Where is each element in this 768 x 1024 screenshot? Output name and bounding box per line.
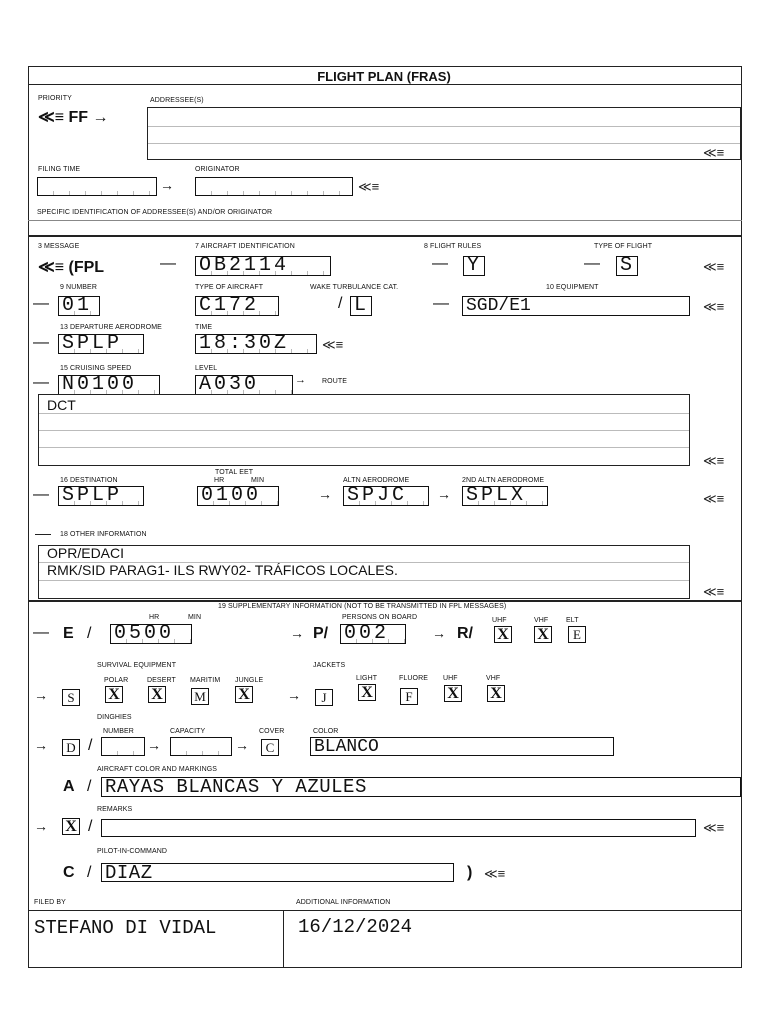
light-label: LIGHT (356, 675, 378, 682)
level-field[interactable]: A030 (195, 375, 293, 395)
arrow-icon: → (160, 177, 174, 193)
total-eet-field[interactable]: 0100 (197, 486, 279, 506)
type-of-aircraft-field[interactable]: C172 (195, 296, 279, 316)
cover-label: COVER (259, 728, 285, 735)
divider (28, 220, 742, 221)
elt-box[interactable]: E (568, 626, 586, 643)
cover-box[interactable]: C (261, 739, 279, 756)
end-marker: ≪≡ (322, 337, 344, 352)
total-eet-label: TOTAL EET (215, 469, 254, 476)
eet-min-label: MIN (251, 477, 265, 484)
arrow-icon: → (287, 687, 301, 703)
form-title: FLIGHT PLAN (FRAS) (317, 69, 451, 84)
arrow-icon: → (147, 737, 161, 753)
uhf-label: UHF (492, 617, 507, 624)
end-marker: ≪≡ (703, 820, 725, 835)
section-divider (28, 600, 742, 602)
persons-field[interactable]: 002 (340, 624, 406, 644)
route-field[interactable] (38, 394, 690, 466)
time-field[interactable]: 18:30Z (195, 334, 317, 354)
end-marker: ≪≡ (703, 453, 725, 468)
vhf-label: VHF (534, 617, 549, 624)
other-info-label: 18 OTHER INFORMATION (60, 531, 147, 538)
jvhf-check[interactable]: X (487, 685, 505, 702)
level-label: LEVEL (195, 365, 218, 372)
arrow-icon: → (34, 687, 48, 703)
altn-label: ALTN AERODROME (343, 477, 410, 484)
p-letter: P/ (313, 625, 329, 642)
cruising-field[interactable]: N0100 (58, 375, 160, 395)
dash: — (33, 486, 49, 503)
form-right-border (741, 66, 742, 968)
slash: / (87, 864, 92, 881)
route-line (39, 430, 689, 431)
route-line (39, 447, 689, 448)
remarks-field[interactable] (101, 819, 696, 837)
aircraft-id-field[interactable]: OB2114 (195, 256, 331, 276)
originator-field[interactable] (195, 177, 353, 196)
maritim-box[interactable]: M (191, 688, 209, 705)
route-label: ROUTE (322, 378, 347, 385)
title-divider (28, 84, 742, 85)
route-line (39, 413, 689, 414)
jvhf-label: VHF (486, 675, 501, 682)
message-label: 3 MESSAGE (38, 243, 80, 250)
dash: — (160, 255, 176, 272)
dash: — (584, 255, 600, 272)
arrow-icon: → (318, 486, 332, 502)
slash: / (87, 625, 92, 642)
other-info-line-1: OPR/EDACI (47, 545, 125, 561)
dash: — (33, 295, 49, 312)
end-marker: ≪≡ (703, 259, 725, 274)
filing-time-field[interactable] (37, 177, 157, 196)
addressee-line (148, 126, 740, 127)
slash: / (88, 737, 93, 754)
destination-field[interactable]: SPLP (58, 486, 144, 506)
equipment-field[interactable]: SGD/E1 (462, 296, 690, 316)
jungle-check[interactable]: X (235, 686, 253, 703)
addressees-field[interactable] (147, 107, 741, 160)
cruising-label: 15 CRUISING SPEED (60, 365, 132, 372)
arrow-icon: → (295, 374, 306, 386)
jackets-box[interactable]: J (315, 689, 333, 706)
arrow-icon: → (34, 737, 48, 753)
capacity-label: CAPACITY (170, 728, 206, 735)
color-field[interactable]: BLANCO (310, 737, 614, 756)
persons-label: PERSONS ON BOARD (342, 614, 418, 621)
altn2-field[interactable]: SPLX (462, 486, 548, 506)
end-marker: ≪≡ (703, 584, 725, 599)
r-letter: R/ (457, 625, 473, 642)
fpl-prefix: ≪≡ (FPL (38, 259, 105, 276)
footer-divider (28, 910, 742, 911)
number-field[interactable]: 01 (58, 296, 100, 316)
footer-separator (283, 910, 284, 968)
light-check[interactable]: X (358, 684, 376, 701)
pic-label: PILOT-IN-COMMAND (97, 848, 168, 855)
dinghies-box[interactable]: D (62, 739, 80, 756)
number-label: 9 NUMBER (60, 284, 97, 291)
form-bottom-border (28, 967, 742, 968)
desert-check[interactable]: X (148, 686, 166, 703)
dinghies-number-label: NUMBER (103, 728, 134, 735)
addressee-line (148, 143, 740, 144)
eet-hr-label: HR (214, 477, 225, 484)
dash: — (432, 255, 448, 272)
juhf-check[interactable]: X (444, 685, 462, 702)
flight-rules-field[interactable]: Y (463, 256, 485, 276)
arrow-icon: → (34, 818, 48, 834)
vhf-check[interactable]: X (534, 626, 552, 643)
other-info-field[interactable] (38, 545, 690, 599)
priority-ff: ≪≡ FF → (38, 109, 109, 126)
filed-by-value: STEFANO DI VIDAL (34, 917, 217, 939)
arrow-icon: → (437, 486, 451, 502)
a-letter: A (63, 778, 75, 795)
end-marker: ≪≡ (484, 866, 506, 881)
maritim-label: MARITIM (190, 677, 221, 684)
additional-value: 16/12/2024 (298, 916, 413, 938)
dash: — (33, 334, 49, 351)
elt-label: ELT (566, 617, 579, 624)
polar-label: POLAR (104, 677, 129, 684)
dash: — (33, 374, 49, 391)
juhf-label: UHF (443, 675, 458, 682)
type-of-flight-label: TYPE OF FLIGHT (594, 243, 653, 250)
uhf-check[interactable]: X (494, 626, 512, 643)
wake-label: WAKE TURBULANCE CAT. (310, 284, 399, 291)
priority-label: PRIORITY (38, 95, 72, 102)
time-label: TIME (195, 324, 213, 331)
altn-field[interactable]: SPJC (343, 486, 429, 506)
dash: — (33, 624, 49, 641)
capacity-field[interactable] (170, 737, 232, 756)
dinghies-number-field[interactable] (101, 737, 145, 756)
dash-line (35, 534, 51, 535)
e-letter: E (63, 625, 74, 642)
dash: — (433, 295, 449, 312)
wake-field[interactable]: L (350, 296, 372, 316)
fluore-label: FLUORE (399, 675, 428, 682)
route-text: DCT (47, 397, 76, 413)
endurance-min-label: MIN (188, 614, 202, 621)
other-info-line-2: RMK/SID PARAG1- ILS RWY02- TRÁFICOS LOCALES. (47, 562, 398, 578)
arrow-icon: → (235, 737, 249, 753)
form-left-border (28, 66, 29, 968)
flight-rules-label: 8 FLIGHT RULES (424, 243, 482, 250)
departure-label: 13 DEPARTURE AERODROME (60, 324, 162, 331)
other-info-rule (39, 580, 689, 581)
close-paren: ) (467, 864, 473, 881)
end-marker: ≪≡ (703, 299, 725, 314)
markings-label: AIRCRAFT COLOR AND MARKINGS (97, 766, 218, 773)
dinghies-label: DINGHIES (97, 714, 132, 721)
jungle-label: JUNGLE (235, 677, 264, 684)
filed-by-label: FILED BY (34, 899, 66, 906)
c-letter: C (63, 864, 75, 881)
arrow-icon: → (432, 625, 446, 641)
survival-box[interactable]: S (62, 689, 80, 706)
section-divider (28, 235, 742, 237)
arrow-icon: → (290, 625, 304, 641)
form-top-border (28, 66, 742, 67)
end-marker: ≪≡ (703, 491, 725, 506)
addressees-label: ADDRESSEE(S) (150, 97, 204, 104)
filing-time-label: FILING TIME (38, 166, 81, 173)
departure-field[interactable]: SPLP (58, 334, 144, 354)
slash: / (88, 818, 93, 835)
destination-label: 16 DESTINATION (60, 477, 118, 484)
color-label: COLOR (313, 728, 339, 735)
fluore-box[interactable]: F (400, 688, 418, 705)
additional-label: ADDITIONAL INFORMATION (296, 899, 391, 906)
endurance-field[interactable]: 0500 (110, 624, 192, 644)
supplementary-label: 19 SUPPLEMENTARY INFORMATION (NOT TO BE TRANSMITTED IN FPL MESSAGES) (218, 603, 507, 610)
originator-label: ORIGINATOR (195, 166, 240, 173)
survival-label: SURVIVAL EQUIPMENT (97, 662, 177, 669)
altn2-label: 2ND ALTN AERODROME (462, 477, 545, 484)
specific-id-label: SPECIFIC IDENTIFICATION OF ADDRESSEE(S) AND/OR ORIGINATOR (37, 209, 273, 216)
slash: / (87, 778, 92, 795)
markings-field[interactable]: RAYAS BLANCAS Y AZULES (101, 777, 741, 797)
equipment-label: 10 EQUIPMENT (546, 284, 599, 291)
type-of-flight-field[interactable]: S (616, 256, 638, 276)
jackets-label: JACKETS (313, 662, 346, 669)
endurance-hr-label: HR (149, 614, 160, 621)
end-marker: ≪≡ (358, 179, 380, 194)
type-of-aircraft-label: TYPE OF AIRCRAFT (195, 284, 264, 291)
slash: / (338, 295, 343, 312)
remarks-check[interactable]: X (62, 818, 80, 835)
desert-label: DESERT (147, 677, 176, 684)
end-marker: ≪≡ (703, 145, 725, 160)
polar-check[interactable]: X (105, 686, 123, 703)
aircraft-id-label: 7 AIRCRAFT IDENTIFICATION (195, 243, 295, 250)
pic-field[interactable]: DIAZ (101, 863, 454, 882)
remarks-label: REMARKS (97, 806, 133, 813)
